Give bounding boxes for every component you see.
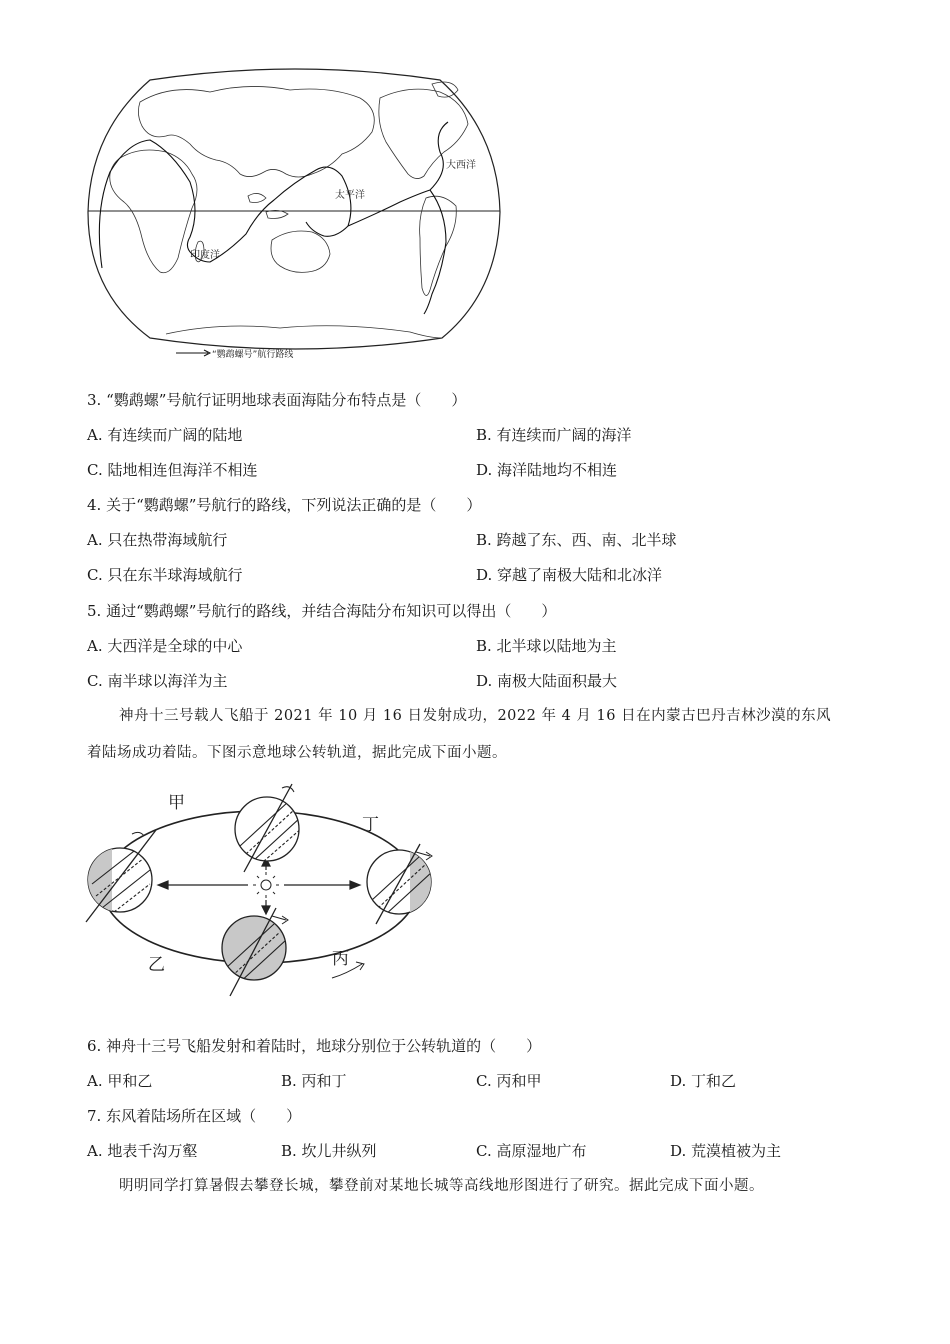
question-7-option-a[interactable]: A. 地表千沟万壑 — [87, 1142, 198, 1160]
question-5-stem: 5. 通过“鹦鹉螺”号航行的路线，并结合海陆分布知识可以得出（ ） — [87, 602, 557, 620]
question-6-option-d[interactable]: D. 丁和乙 — [670, 1072, 737, 1090]
question-3-option-c[interactable]: C. 陆地相连但海洋不相连 — [87, 461, 258, 479]
question-5-option-a[interactable]: A. 大西洋是全球的中心 — [87, 637, 243, 655]
earth-left — [86, 830, 156, 922]
passage-2: 明明同学打算暑假去攀登长城，攀登前对某地长城等高线地形图进行了研究。据此完成下面小题。 — [119, 1178, 764, 1194]
orbit-diagram — [80, 772, 450, 1002]
question-7-option-d[interactable]: D. 荒漠植被为主 — [670, 1142, 782, 1160]
question-3-option-a[interactable]: A. 有连续而广阔的陆地 — [87, 426, 243, 444]
question-6-option-c[interactable]: C. 丙和甲 — [476, 1072, 542, 1090]
earth-right — [367, 844, 434, 926]
passage-1-line-2: 着陆场成功着陆。下图示意地球公转轨道，据此完成下面小题。 — [87, 745, 507, 761]
passage-1-line-1: 神舟十三号载人飞船于 2021 年 10 月 16 日发射成功，2022 年 4 月 16 日在内蒙古巴丹吉林沙漠的东风 — [119, 708, 832, 724]
orbit-label-bing: 丙 — [332, 949, 349, 969]
earth-bottom — [222, 908, 288, 996]
question-4-option-c[interactable]: C. 只在东半球海域航行 — [87, 566, 243, 584]
orbit-label-ding: 丁 — [362, 815, 379, 835]
label-indian: 印度洋 — [190, 250, 220, 261]
sun-icon — [253, 872, 279, 898]
question-3-stem: 3. “鹦鹉螺”号航行证明地球表面海陆分布特点是（ ） — [87, 391, 467, 409]
earth-top — [235, 784, 302, 872]
question-4-option-d[interactable]: D. 穿越了南极大陆和北冰洋 — [476, 566, 663, 584]
orbit-label-jia: 甲 — [168, 793, 185, 813]
question-4-stem: 4. 关于“鹦鹉螺”号航行的路线，下列说法正确的是（ ） — [87, 496, 482, 514]
orbit-label-yi: 乙 — [148, 955, 165, 975]
question-4-option-a[interactable]: A. 只在热带海域航行 — [87, 531, 228, 549]
question-5-option-b[interactable]: B. 北半球以陆地为主 — [476, 637, 617, 655]
nautilus-route-line — [99, 122, 448, 314]
question-6-stem: 6. 神舟十三号飞船发射和着陆时，地球分别位于公转轨道的（ ） — [87, 1037, 542, 1055]
question-7-stem: 7. 东风着陆场所在区域（ ） — [87, 1107, 302, 1125]
label-atlantic: 大西洋 — [446, 160, 476, 171]
question-5-option-d[interactable]: D. 南极大陆面积最大 — [476, 672, 618, 690]
question-4-option-b[interactable]: B. 跨越了东、西、南、北半球 — [476, 531, 677, 549]
question-6-option-b[interactable]: B. 丙和丁 — [281, 1072, 347, 1090]
question-5-option-c[interactable]: C. 南半球以海洋为主 — [87, 672, 228, 690]
question-7-option-c[interactable]: C. 高原湿地广布 — [476, 1142, 587, 1160]
world-map-figure — [80, 62, 510, 367]
question-3-option-b[interactable]: B. 有连续而广阔的海洋 — [476, 426, 632, 444]
question-6-option-a[interactable]: A. 甲和乙 — [87, 1072, 153, 1090]
legend-label: “鹦鹉螺号”航行路线 — [212, 350, 294, 360]
question-7-option-b[interactable]: B. 坎儿井纵列 — [281, 1142, 377, 1160]
question-3-option-d[interactable]: D. 海洋陆地均不相连 — [476, 461, 618, 479]
map-frame — [88, 69, 500, 349]
label-pacific: 太平洋 — [335, 190, 365, 201]
